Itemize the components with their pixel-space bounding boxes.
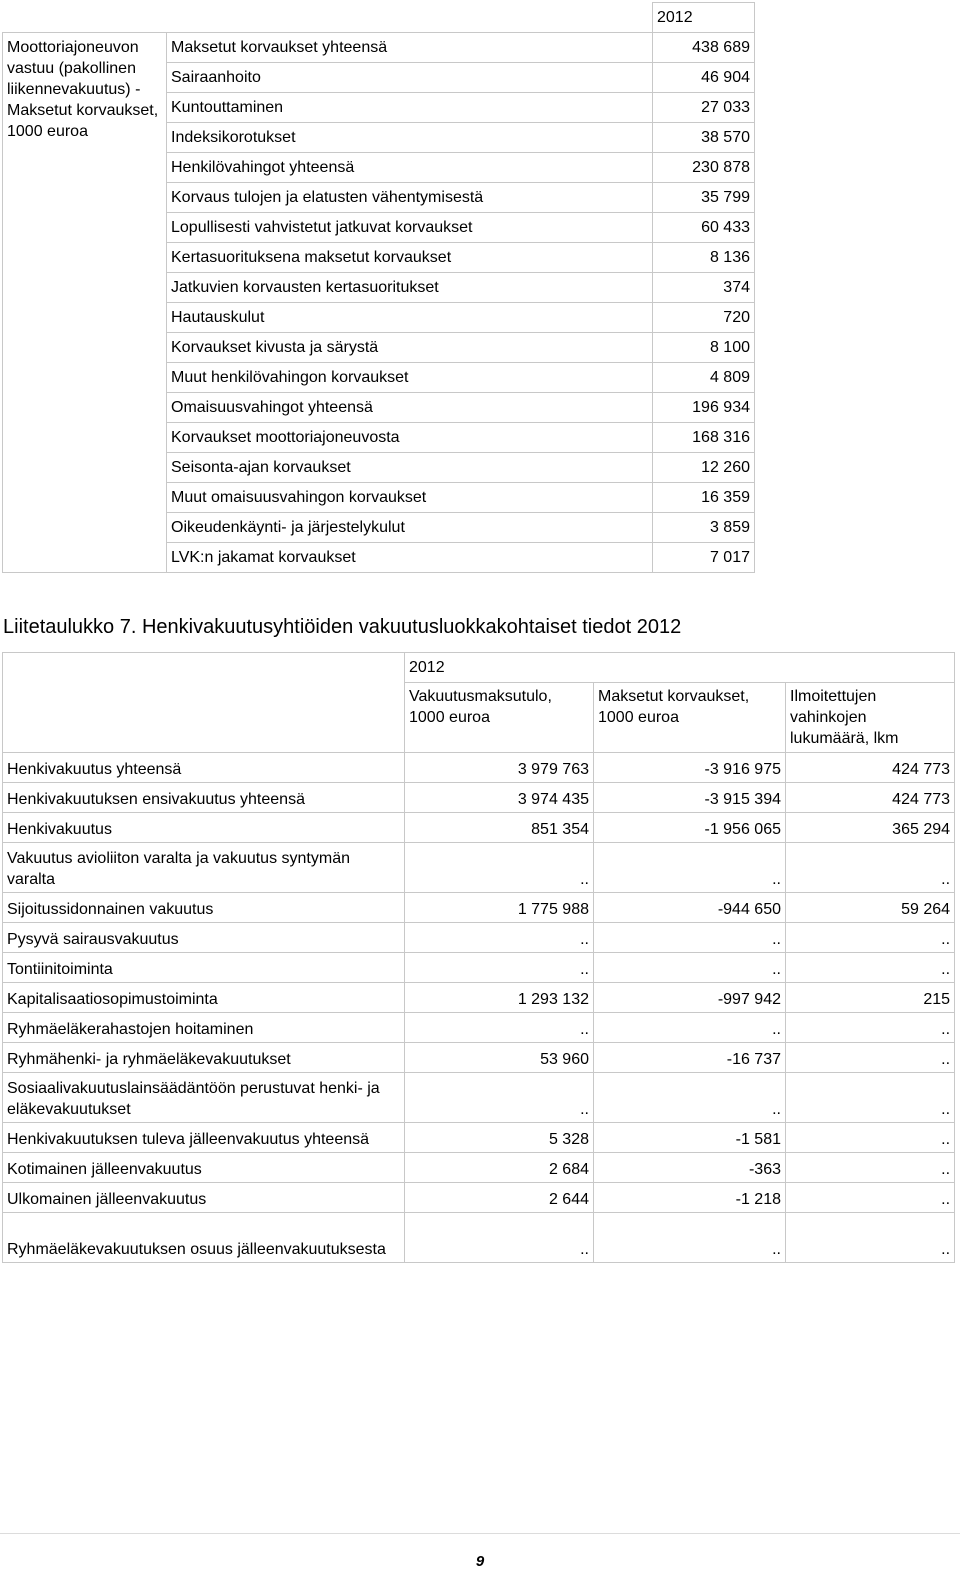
table-row	[3, 1153, 955, 1183]
row-label: Kotimainen jälleenvakuutus	[3, 1153, 405, 1183]
claims-count-cell: ..	[786, 1043, 955, 1073]
row-label: Henkivakuutuksen ensivakuutus yhteensä	[3, 783, 405, 813]
premium-income-cell: ..	[405, 953, 594, 983]
table-row	[3, 923, 955, 953]
row-label: Tontiinitoiminta	[3, 953, 405, 983]
row-label: Ulkomainen jälleenvakuutus	[3, 1183, 405, 1213]
claims-paid-cell: ..	[594, 1013, 786, 1043]
claims-paid-cell: -1 581	[594, 1123, 786, 1153]
row-label: Ryhmäeläkevakuutuksen osuus jälleenvakuutuksesta	[3, 1213, 405, 1263]
row-label: Henkilövahingot yhteensä	[167, 153, 653, 183]
column-header-premium-income: Vakuutusmaksutulo, 1000 euroa	[405, 683, 594, 753]
row-label: Ryhmähenki- ja ryhmäeläkevakuutukset	[3, 1043, 405, 1073]
table-row	[3, 813, 955, 843]
row-value: 8 136	[653, 243, 755, 273]
row-label: Ryhmäeläkerahastojen hoitaminen	[3, 1013, 405, 1043]
premium-income-cell: 3 979 763	[405, 753, 594, 783]
claims-count-cell: ..	[786, 1213, 955, 1263]
row-label: Pysyvä sairausvakuutus	[3, 923, 405, 953]
row-label: Muut henkilövahingon korvaukset	[167, 363, 653, 393]
table-row	[3, 1013, 955, 1043]
table-row	[3, 1123, 955, 1153]
row-value: 46 904	[653, 63, 755, 93]
claims-paid-cell: -3 916 975	[594, 753, 786, 783]
premium-income-cell: 2 684	[405, 1153, 594, 1183]
row-label: Kuntouttaminen	[167, 93, 653, 123]
row-label: Hautauskulut	[167, 303, 653, 333]
claims-count-cell: 59 264	[786, 893, 955, 923]
row-label: Oikeudenkäynti- ja järjestelykulut	[167, 513, 653, 543]
header-blank-cell	[3, 653, 405, 753]
claims-paid-cell: ..	[594, 953, 786, 983]
row-label: Seisonta-ajan korvaukset	[167, 453, 653, 483]
claims-count-cell: ..	[786, 1183, 955, 1213]
row-label: Muut omaisuusvahingon korvaukset	[167, 483, 653, 513]
claims-count-cell: ..	[786, 1123, 955, 1153]
row-label: Jatkuvien korvausten kertasuoritukset	[167, 273, 653, 303]
claims-count-cell: ..	[786, 953, 955, 983]
premium-income-cell: 3 974 435	[405, 783, 594, 813]
row-value: 35 799	[653, 183, 755, 213]
row-value: 3 859	[653, 513, 755, 543]
row-value: 168 316	[653, 423, 755, 453]
row-label: Henkivakuutus yhteensä	[3, 753, 405, 783]
row-label: Korvaukset moottoriajoneuvosta	[167, 423, 653, 453]
table-row	[3, 1043, 955, 1073]
row-label: Vakuutus avioliiton varalta ja vakuutus syntymän varalta	[3, 843, 405, 893]
premium-income-cell: 5 328	[405, 1123, 594, 1153]
row-value: 27 033	[653, 93, 755, 123]
row-label: Kertasuorituksena maksetut korvaukset	[167, 243, 653, 273]
premium-income-cell: ..	[405, 1213, 594, 1263]
table-row	[3, 33, 755, 63]
premium-income-cell: 2 644	[405, 1183, 594, 1213]
motor-liability-claims-table	[2, 2, 755, 573]
premium-income-cell: 53 960	[405, 1043, 594, 1073]
footer-divider	[0, 1533, 960, 1534]
table-row	[3, 1183, 955, 1213]
claims-paid-cell: -944 650	[594, 893, 786, 923]
table-row	[3, 953, 955, 983]
row-label: Korvaukset kivusta ja särystä	[167, 333, 653, 363]
claims-count-cell: ..	[786, 1153, 955, 1183]
row-value: 720	[653, 303, 755, 333]
claims-paid-cell: -1 218	[594, 1183, 786, 1213]
column-header-claims-paid: Maksetut korvaukset, 1000 euroa	[594, 683, 786, 753]
row-label: Korvaus tulojen ja elatusten vähentymisestä	[167, 183, 653, 213]
claims-count-cell: 424 773	[786, 783, 955, 813]
life-insurance-classes-table	[2, 652, 955, 1263]
column-header-claims-count: Ilmoitettujen vahinkojen lukumäärä, lkm	[786, 683, 955, 753]
row-label: Kapitalisaatiosopimustoiminta	[3, 983, 405, 1013]
claims-count-cell: ..	[786, 843, 955, 893]
year-header: 2012	[405, 653, 955, 683]
table-row	[3, 1213, 955, 1263]
row-label: Henkivakuutus	[3, 813, 405, 843]
claims-paid-cell: ..	[594, 1213, 786, 1263]
table-row	[3, 843, 955, 893]
row-label: LVK:n jakamat korvaukset	[167, 543, 653, 573]
header-blank-cell	[167, 3, 653, 33]
page-number: 9	[475, 1553, 485, 1570]
row-label: Maksetut korvaukset yhteensä	[167, 33, 653, 63]
claims-paid-cell: -997 942	[594, 983, 786, 1013]
table-row	[3, 1073, 955, 1123]
row-label: Sijoitussidonnainen vakuutus	[3, 893, 405, 923]
row-value: 230 878	[653, 153, 755, 183]
row-value: 7 017	[653, 543, 755, 573]
claims-count-cell: 215	[786, 983, 955, 1013]
table-row	[3, 983, 955, 1013]
row-label: Indeksikorotukset	[167, 123, 653, 153]
row-value: 16 359	[653, 483, 755, 513]
row-value: 4 809	[653, 363, 755, 393]
claims-paid-cell: -1 956 065	[594, 813, 786, 843]
claims-paid-cell: -16 737	[594, 1043, 786, 1073]
claims-paid-cell: -3 915 394	[594, 783, 786, 813]
premium-income-cell: ..	[405, 843, 594, 893]
row-value: 12 260	[653, 453, 755, 483]
premium-income-cell: 1 775 988	[405, 893, 594, 923]
row-value: 438 689	[653, 33, 755, 63]
header-blank-cell	[3, 3, 167, 33]
claims-count-cell: 424 773	[786, 753, 955, 783]
row-value: 374	[653, 273, 755, 303]
table-row	[3, 893, 955, 923]
row-label: Sosiaalivakuutuslainsäädäntöön perustuvat henki- ja eläkevakuutukset	[3, 1073, 405, 1123]
row-label: Lopullisesti vahvistetut jatkuvat korvaukset	[167, 213, 653, 243]
appendix-table-title: Liitetaulukko 7. Henkivakuutusyhtiöiden vakuutusluokkakohtaiset tiedot 2012	[3, 616, 682, 638]
row-label: Omaisuusvahingot yhteensä	[167, 393, 653, 423]
row-value: 8 100	[653, 333, 755, 363]
claims-count-cell: ..	[786, 1073, 955, 1123]
premium-income-cell: ..	[405, 923, 594, 953]
row-value: 38 570	[653, 123, 755, 153]
premium-income-cell: 851 354	[405, 813, 594, 843]
row-value: 60 433	[653, 213, 755, 243]
premium-income-cell: ..	[405, 1013, 594, 1043]
table-row	[3, 783, 955, 813]
claims-count-cell: 365 294	[786, 813, 955, 843]
row-group-label: Moottoriajoneuvon vastuu (pakollinen liikennevakuutus) - Maksetut korvaukset, 1000 euroa	[3, 33, 167, 573]
claims-paid-cell: -363	[594, 1153, 786, 1183]
table-row	[3, 753, 955, 783]
claims-paid-cell: ..	[594, 923, 786, 953]
claims-paid-cell: ..	[594, 843, 786, 893]
claims-count-cell: ..	[786, 923, 955, 953]
claims-paid-cell: ..	[594, 1073, 786, 1123]
row-label: Sairaanhoito	[167, 63, 653, 93]
premium-income-cell: 1 293 132	[405, 983, 594, 1013]
claims-count-cell: ..	[786, 1013, 955, 1043]
row-value: 196 934	[653, 393, 755, 423]
row-label: Henkivakuutuksen tuleva jälleenvakuutus yhteensä	[3, 1123, 405, 1153]
premium-income-cell: ..	[405, 1073, 594, 1123]
year-header: 2012	[653, 3, 755, 33]
